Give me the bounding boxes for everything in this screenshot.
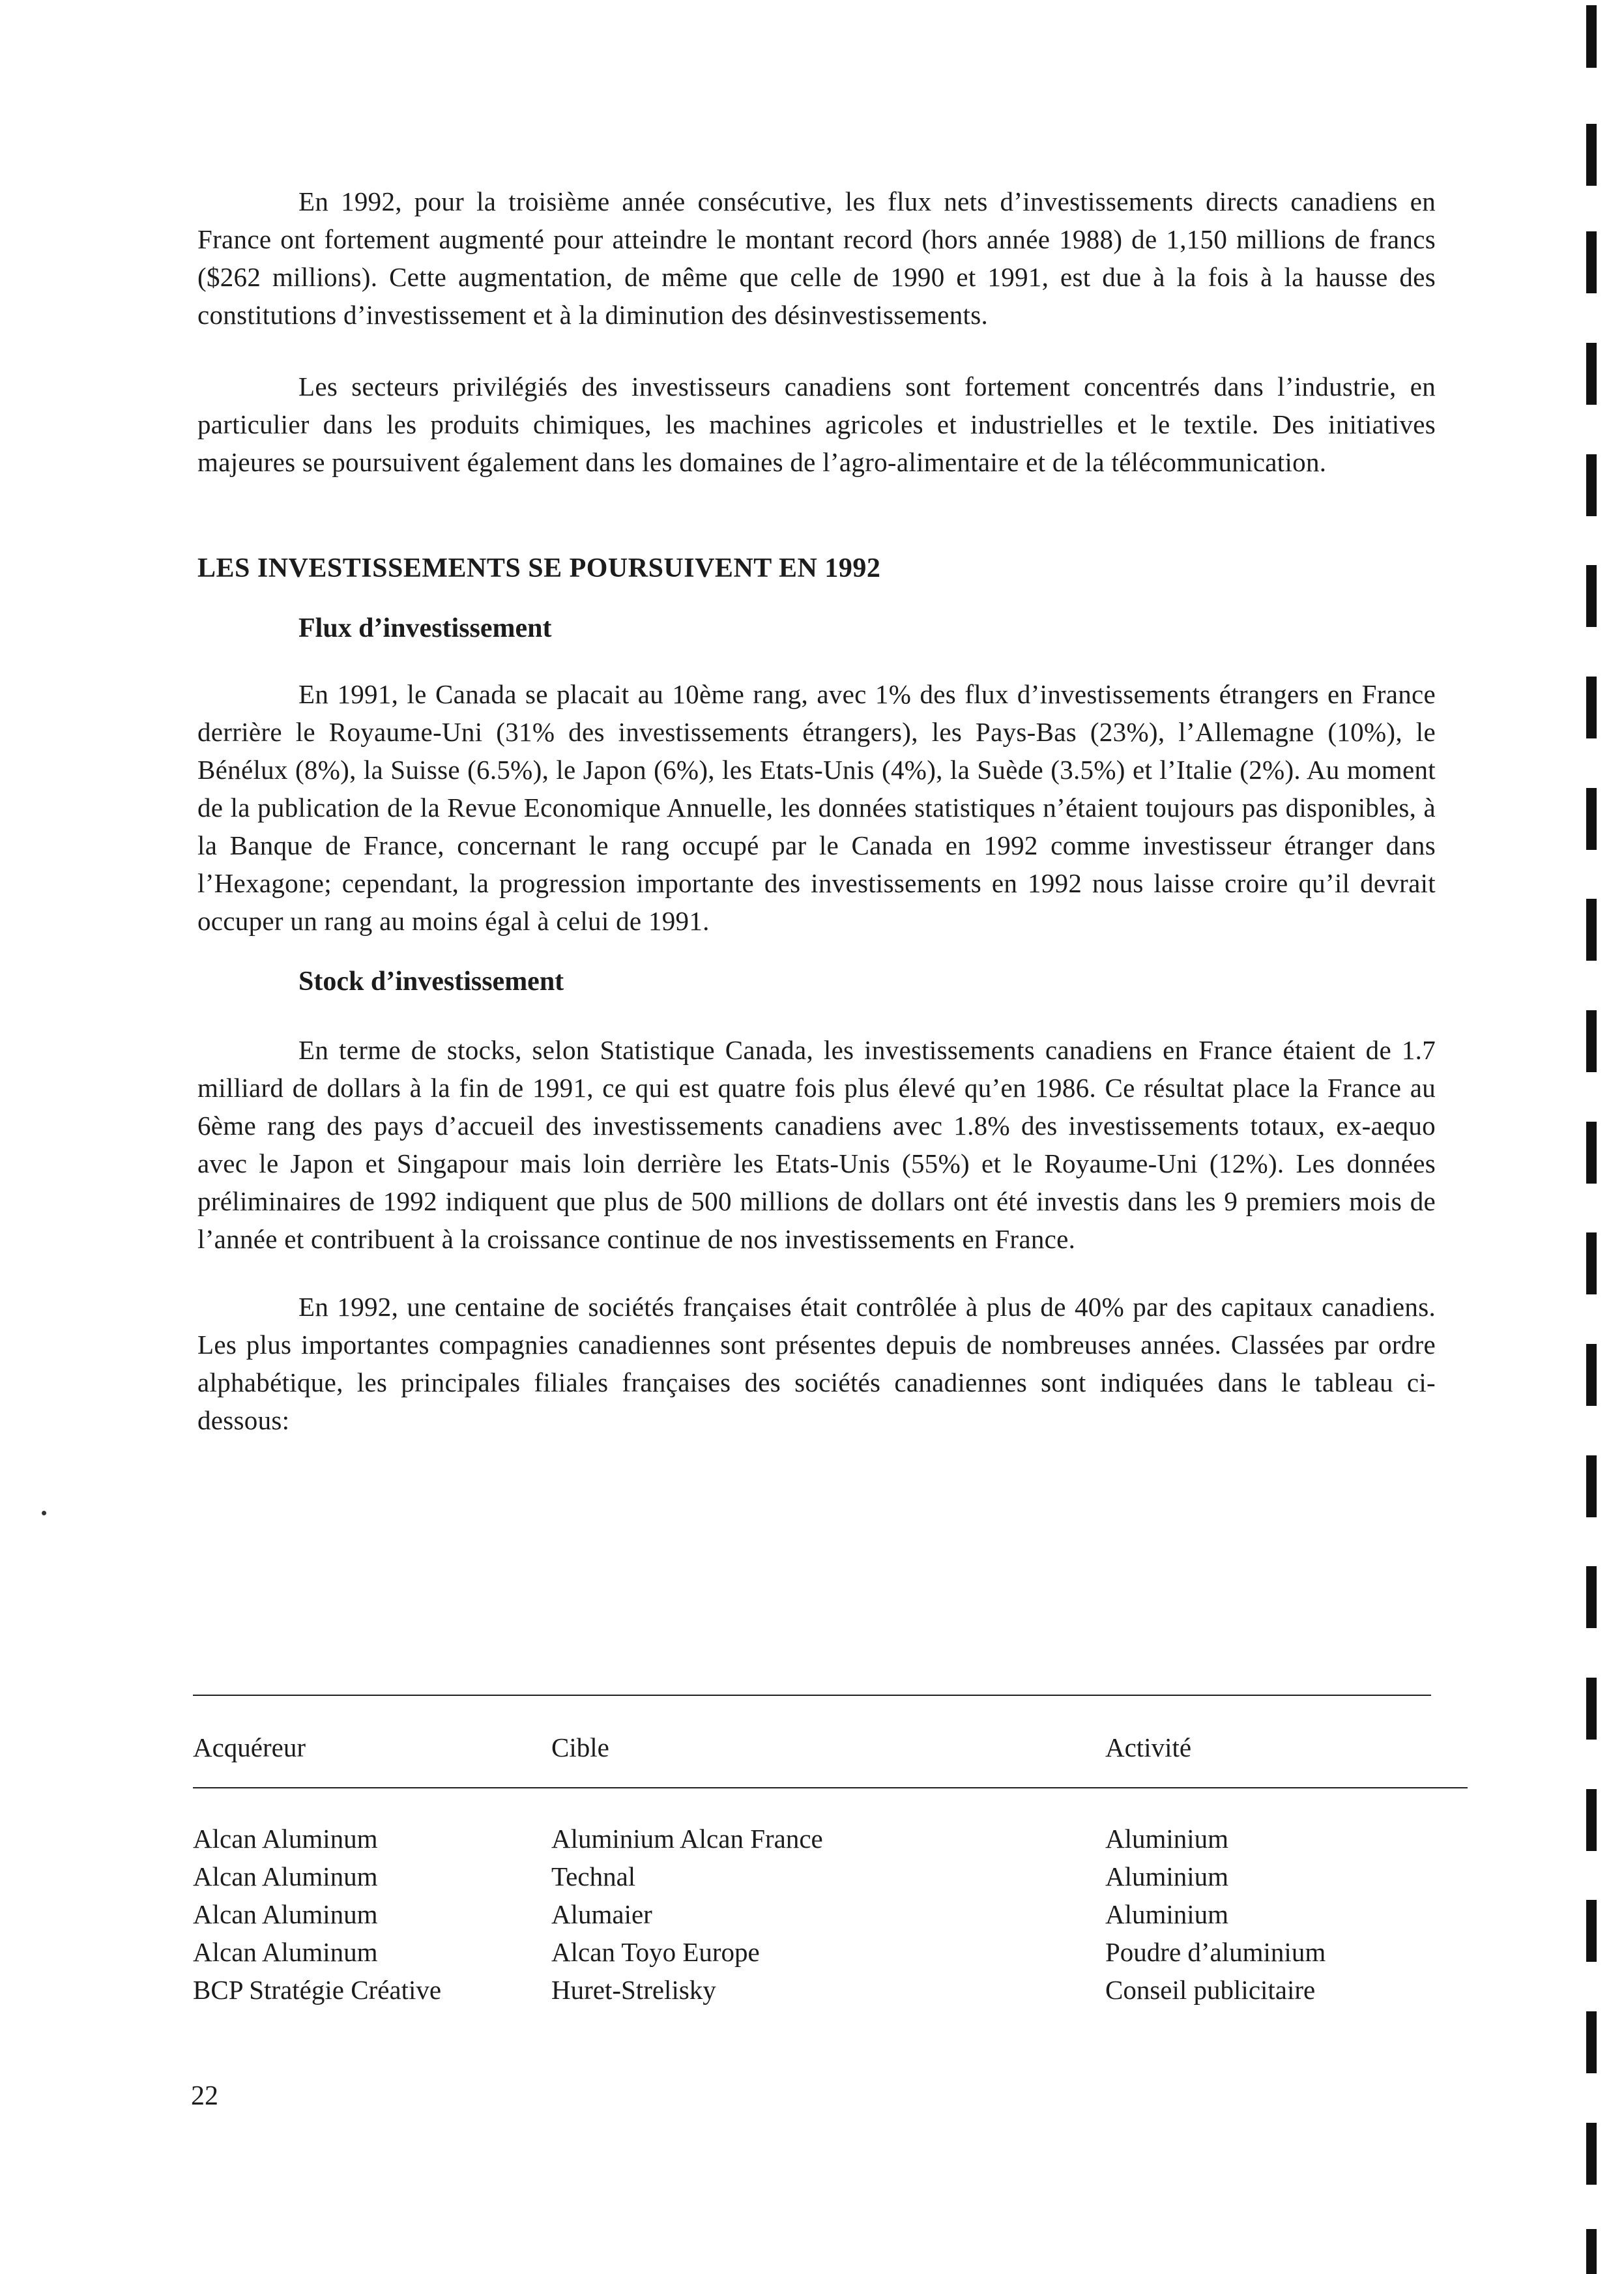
binding-mark xyxy=(1586,1344,1597,1406)
binding-mark xyxy=(1586,677,1597,738)
column-header-activite: Activité xyxy=(1105,1732,1192,1762)
paragraph-investment-flows-1992: En 1992, pour la troisième année consécutive, les flux nets d’investissements directs canadiens en France ont fortement augmenté pour atteindre le montant record (hors année 1988) de 1,150 millions de francs ($262 millions). Cette augmentation, de même que celle de 1990 et 1991, est due à la fois à la hausse des constitutions d’investissement et à la diminution des désinvestissements. xyxy=(197,186,1436,330)
column-header-acquereur: Acquéreur xyxy=(193,1732,306,1762)
binding-mark xyxy=(1586,454,1597,516)
subsidiaries-table xyxy=(193,1695,1468,2009)
cell-activite: Aluminium xyxy=(1105,1824,1229,1854)
cell-acquereur: BCP Stratégie Créative xyxy=(193,1975,442,2005)
cell-cible: Alumaier xyxy=(551,1899,652,1929)
cell-cible: Huret-Strelisky xyxy=(551,1975,716,2005)
binding-mark xyxy=(1586,2229,1597,2274)
page-number: 22 xyxy=(191,2081,218,2111)
cell-activite: Conseil publicitaire xyxy=(1105,1975,1316,2005)
cell-acquereur: Alcan Aluminum xyxy=(193,1899,378,1929)
binding-mark xyxy=(1586,1900,1597,1962)
binding-mark xyxy=(1586,2123,1597,2185)
binding-mark xyxy=(1586,5,1597,68)
paragraph-preferred-sectors: Les secteurs privilégiés des investisseurs canadiens sont fortement concentrés dans l’industrie, en particulier dans les produits chimiques, les machines agricoles et industrielles et le textile. Des initiatives majeures se poursuivent également dans les domaines de l’agro-alimentaire et de la télécommunication. xyxy=(197,372,1436,477)
binding-mark xyxy=(1586,1122,1597,1184)
binding-mark xyxy=(1586,343,1597,405)
column-header-cible: Cible xyxy=(551,1732,609,1762)
table-header-row xyxy=(193,1728,1468,1766)
page-content xyxy=(197,182,1436,1439)
binding-mark xyxy=(1586,1455,1597,1517)
cell-cible: Technal xyxy=(551,1861,636,1891)
cell-cible: Aluminium Alcan France xyxy=(551,1824,823,1854)
cell-acquereur: Alcan Aluminum xyxy=(193,1824,378,1854)
binding-mark xyxy=(1586,565,1597,627)
table-row xyxy=(193,1971,1468,2009)
binding-mark xyxy=(1586,899,1597,961)
scan-speck xyxy=(42,1511,46,1515)
cell-cible: Alcan Toyo Europe xyxy=(551,1937,760,1967)
cell-activite: Aluminium xyxy=(1105,1861,1229,1891)
binding-mark xyxy=(1586,2011,1597,2073)
binding-mark xyxy=(1586,231,1597,293)
section-heading: LES INVESTISSEMENTS SE POURSUIVENT EN 1992 xyxy=(197,553,881,583)
binding-mark xyxy=(1586,1678,1597,1740)
binding-mark xyxy=(1586,1789,1597,1851)
binding-mark xyxy=(1586,1232,1597,1294)
table-row xyxy=(193,1858,1468,1895)
subheading-stock: Stock d’investissement xyxy=(298,967,564,997)
binding-mark xyxy=(1586,1010,1597,1072)
table-row xyxy=(193,1820,1468,1858)
paragraph-subsidiaries-intro: En 1992, une centaine de sociétés françaises était contrôlée à plus de 40% par des capitaux canadiens. Les plus importantes compagnies canadiennes sont présentes depuis de nombreuses années. Classées par ordre alphabétique, les principales filiales françaises des sociétés canadiennes sont indiquées dans le tableau ci-dessous: xyxy=(197,1292,1436,1435)
cell-acquereur: Alcan Aluminum xyxy=(193,1861,378,1891)
binding-mark xyxy=(1586,1566,1597,1628)
table-row xyxy=(193,1933,1468,1971)
cell-activite: Aluminium xyxy=(1105,1899,1229,1929)
binding-mark xyxy=(1586,124,1597,186)
paragraph-stock: En terme de stocks, selon Statistique Canada, les investissements canadiens en France étaient de 1.7 milliard de dollars à la fin de 1991, ce qui est quatre fois plus élevé qu’en 1986. Ce résultat place la France au 6ème rang des pays d’accueil des investissements canadiens avec 1.8% des investissements totaux, ex-aequo avec le Japon et Singapour mais loin derrière les Etats-Unis (55%) et le Royaume-Uni (12%). Les données préliminaires de 1992 indiquent que plus de 500 millions de dollars ont été investis dans les 9 premiers mois de l’année et contribuent à la croissance continue de nos investissements en France. xyxy=(197,1035,1436,1254)
cell-acquereur: Alcan Aluminum xyxy=(193,1937,378,1967)
binding-mark xyxy=(1586,788,1597,850)
subheading-flux: Flux d’investissement xyxy=(298,613,552,643)
paragraph-flux-ranking: En 1991, le Canada se placait au 10ème rang, avec 1% des flux d’investissements étrangers en France derrière le Royaume-Uni (31% des investissements étrangers), les Pays-Bas (23%), l’Allemagne (10%), le Bénélux (8%), la Suisse (6.5%), le Japon (6%), les Etats-Unis (4%), la Suède (3.5%) et l’Italie (2%). Au moment de la publication de la Revue Economique Annuelle, les données statistiques n’étaient toujours pas disponibles, à la Banque de France, concernant le rang occupé par le Canada en 1992 comme investisseur étranger dans l’Hexagone; cependant, la progression importante des investissements en 1992 nous laisse croire qu’il devrait occuper un rang au moins égal à celui de 1991. xyxy=(197,679,1436,936)
cell-activite: Poudre d’aluminium xyxy=(1105,1937,1326,1967)
table-row xyxy=(193,1895,1468,1933)
